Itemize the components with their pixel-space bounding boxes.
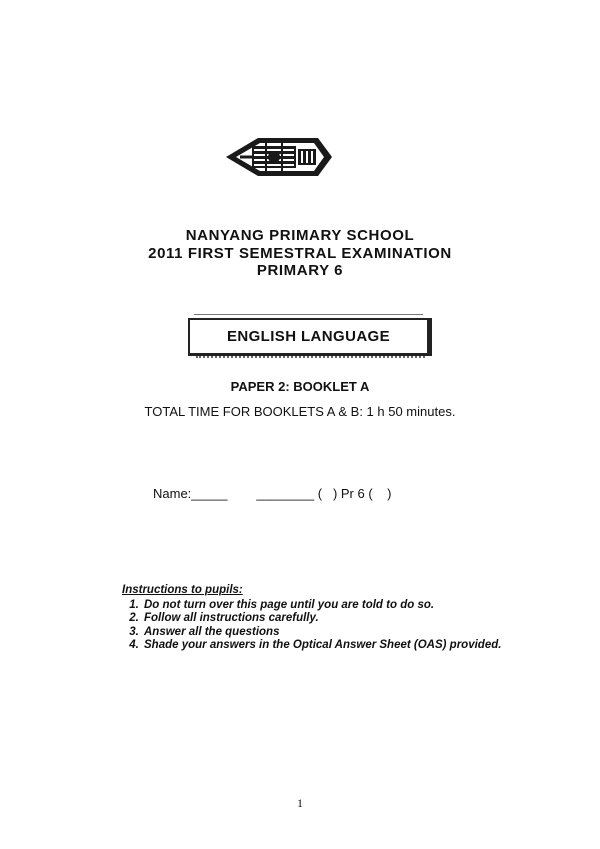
paper-title: PAPER 2: BOOKLET A [230,379,370,394]
instruction-item: 4. Shade your answers in the Optical Answer Sheet (OAS) provided. [142,639,522,653]
instruction-item: 3. Answer all the questions [142,626,522,640]
instructions-list [122,599,522,653]
instructions-block [122,584,522,653]
page-number: 1 [297,796,303,810]
exam-title: 2011 FIRST SEMESTRAL EXAMINATION [148,245,452,262]
level-title: PRIMARY 6 [256,262,344,279]
school-crest-icon [222,132,336,182]
instructions-title: Instructions to pupils: [122,584,243,596]
instruction-item: 2. Follow all instructions carefully. [142,612,522,626]
name-field-line: Name:_____ ________ ( ) Pr 6 ( ) [153,486,392,501]
instruction-item: 1. Do not turn over this page until you are told to do so. [142,599,522,613]
school-name: NANYANG PRIMARY SCHOOL [185,227,415,244]
total-time-line: TOTAL TIME FOR BOOKLETS A & B: 1 h 50 minutes. [144,404,456,419]
subject-box [188,318,432,356]
subject-title: ENGLISH LANGUAGE [226,328,391,345]
